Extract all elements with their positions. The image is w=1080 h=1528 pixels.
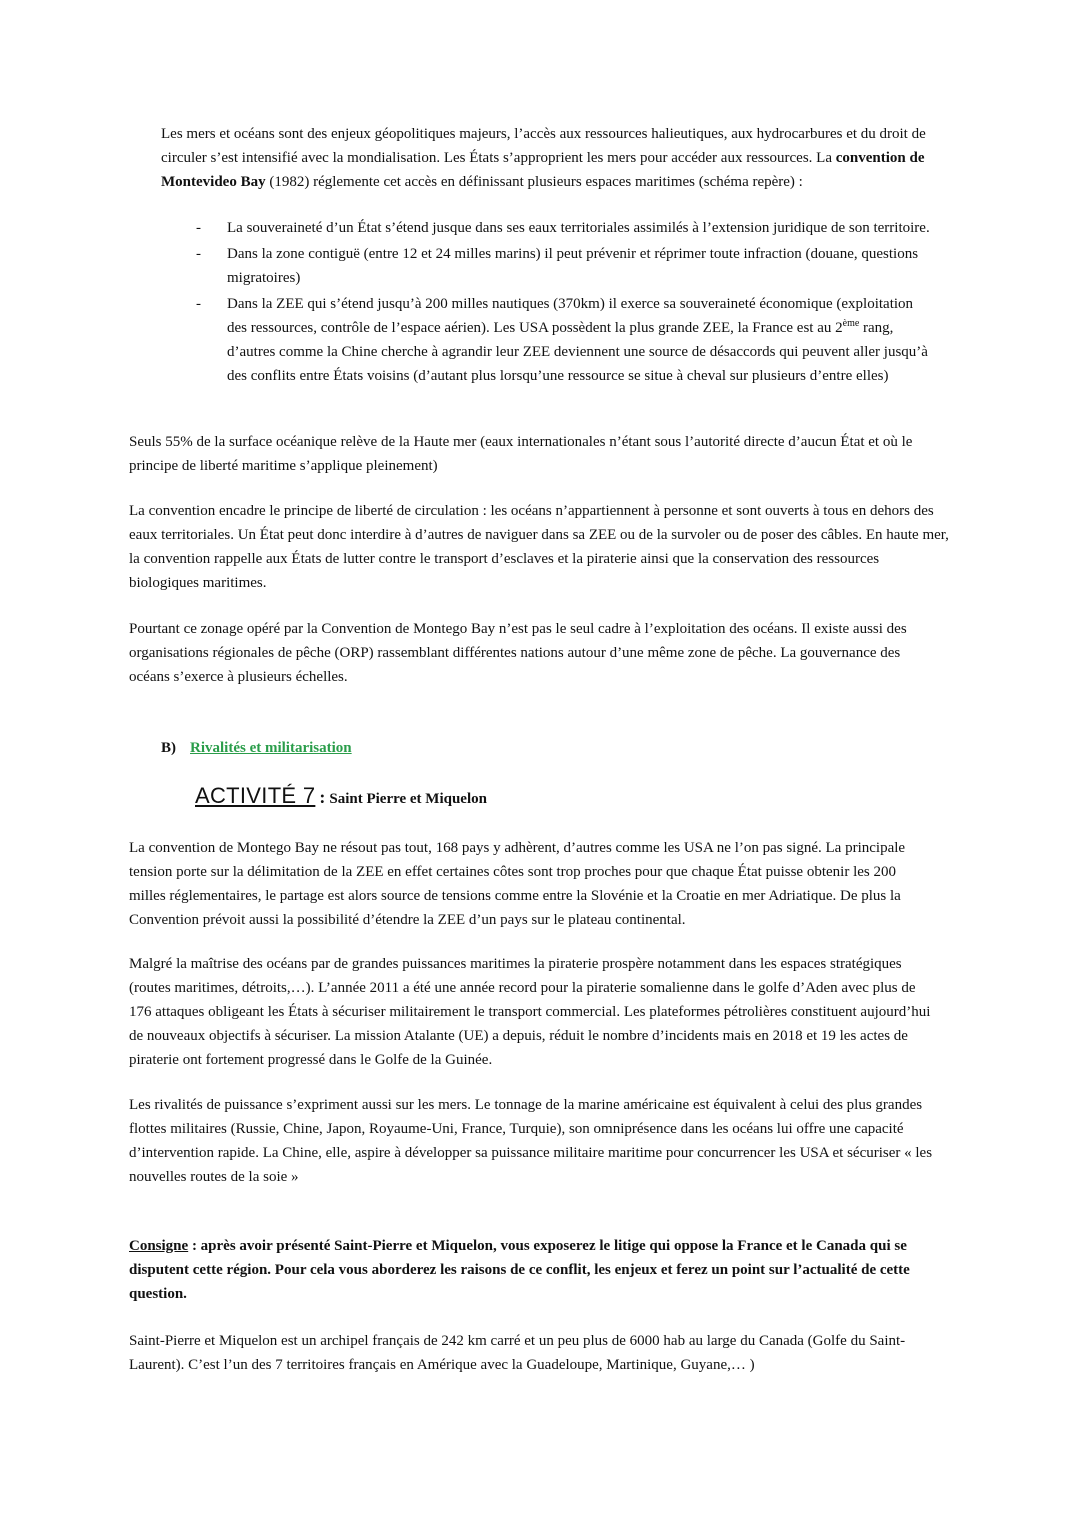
section-title: Rivalités et militarisation xyxy=(190,740,352,756)
convention-name: convention de Montevideo Bay xyxy=(161,150,925,190)
dash-bullet: - xyxy=(196,220,201,236)
activity-subtitle: Saint Pierre et Miquelon xyxy=(329,791,487,807)
activity-heading xyxy=(195,784,487,811)
dash-bullet: - xyxy=(196,296,201,312)
section-heading xyxy=(161,736,352,760)
spm-paragraph: Saint-Pierre et Miquelon est un archipel français de 242 km carré et un peu plus de 6000 hab au large du Canada (Golfe du Saint-Laurent). C’est l’un des 7 territoires français en Amérique avec la Guadeloupe, Martinique, Guyane,… ) xyxy=(129,1333,906,1373)
freedom-paragraph: La convention encadre le principe de liberté de circulation : les océans n’appartiennent à personne et sont ouverts à tous en dehors des eaux territoriales. Un État peut donc interdire à d’autres de naviguer dans sa ZEE ou de la survoler ou de poser des câbles. En haute mer, la convention rappelle aux États de lutter contre le transport d’esclaves et la piraterie ainsi que la conservation des ressources biologiques maritimes. xyxy=(129,503,949,591)
intro-text: Les mers et océans sont des enjeux géopolitiques majeurs, l’accès aux ressources halieutiques, aux hydrocarbures et du droit de circuler s’est intensifié avec la mondialisation. Les États s’approprient les mers pour accéder aux ressources. La xyxy=(161,126,926,166)
dash-bullet: - xyxy=(196,246,201,262)
activity-label: ACTIVITÉ 7 xyxy=(195,783,316,808)
list-item-text-end: rang, d’autres comme la Chine cherche à agrandir leur ZEE deviennent une source de désaccords qui peuvent aller jusqu’à des conflits entre États voisins (d’autant plus lorsqu’une ressource se situe à cheval sur plusieurs d’entre elles) xyxy=(227,320,928,384)
piracy-paragraph: Malgré la maîtrise des océans par de grandes puissances maritimes la piraterie prospère notamment dans les espaces stratégiques (routes maritimes, détroits,…). L’année 2011 a été une année record pour la piraterie somalienne dans le golfe d’Aden avec plus de 176 attaques obligeant les États à sécuriser militairement le transport commercial. Les plateformes pétrolières constituent aujourd’hui de nouveaux objectifs à sécuriser. La mission Atalante (UE) a depuis, réduit le nombre d’incidents mais en 2018 et 19 les actes de piraterie ont fortement progressé dans le Golfe de la Guinée. xyxy=(129,956,931,1068)
maritime-zones-list xyxy=(196,216,936,388)
activity-separator: : xyxy=(319,787,326,807)
list-item-text: La souveraineté d’un État s’étend jusque dans ses eaux territoriales assimilés à l’extension juridique de son territoire. xyxy=(227,220,930,236)
montego-paragraph: La convention de Montego Bay ne résout pas tout, 168 pays y adhèrent, d’autres comme les USA ne l’on pas signé. La principale tension porte sur la délimitation de la ZEE en effet certaines côtes sont trop proches pour que chaque État puisse obtenir les 200 milles réglementaires, le partage est alors source de tensions comme entre la Slovénie et la Croatie en mer Adriatique. De plus la Convention prévoit aussi la possibilité d’étendre la ZEE d’un pays sur le plateau continental. xyxy=(129,840,906,928)
list-item xyxy=(196,292,936,388)
intro-text-end: (1982) réglemente cet accès en définissant plusieurs espaces maritimes (schéma repère) : xyxy=(265,174,803,190)
intro-paragraph xyxy=(161,122,961,194)
list-item xyxy=(196,216,936,240)
zoning-paragraph: Pourtant ce zonage opéré par la Convention de Montego Bay n’est pas le seul cadre à l’exploitation des océans. Il existe aussi des organisations régionales de pêche (ORP) rassemblant différentes nations autour d’une même zone de pêche. La gouvernance des océans s’exerce à plusieurs échelles. xyxy=(129,621,907,685)
rivalries-paragraph: Les rivalités de puissance s’expriment aussi sur les mers. Le tonnage de la marine américaine est équivalent à celui des plus grandes flottes militaires (Russie, Chine, Japon, Royaume-Uni, France, Turquie), son omniprésence dans les océans lui offre une capacité d’intervention rapide. La Chine, elle, aspire à développer sa puissance militaire maritime pour concurrencer les USA et sécuriser « les nouvelles routes de la soie » xyxy=(129,1097,933,1185)
high-seas-paragraph: Seuls 55% de la surface océanique relève de la Haute mer (eaux internationales n’étant sous l’autorité directe d’aucun État et où le principe de liberté maritime s’applique pleinement) xyxy=(129,434,913,474)
ordinal-superscript: ème xyxy=(842,318,860,329)
list-item-text: Dans la zone contiguë (entre 12 et 24 milles marins) il peut prévenir et réprimer toute infraction (douane, questions migratoires) xyxy=(227,246,919,286)
instruction-label: Consigne xyxy=(129,1238,189,1254)
section-letter: B) xyxy=(161,740,176,756)
instruction-paragraph xyxy=(129,1234,954,1306)
list-item xyxy=(196,242,936,290)
list-item-text: Dans la ZEE qui s’étend jusqu’à 200 milles nautiques (370km) il exerce sa souveraineté économique (exploitation des ressources, contrôle de l’espace aérien). Les USA possèdent la plus grande ZEE, la France est au 2 xyxy=(227,296,914,336)
instruction-text: : après avoir présenté Saint-Pierre et Miquelon, vous exposerez le litige qui oppose la France et le Canada qui se disputent cette région. Pour cela vous aborderez les raisons de ce conflit, les enjeux et ferez un point sur l’actualité de cette question. xyxy=(129,1238,910,1302)
